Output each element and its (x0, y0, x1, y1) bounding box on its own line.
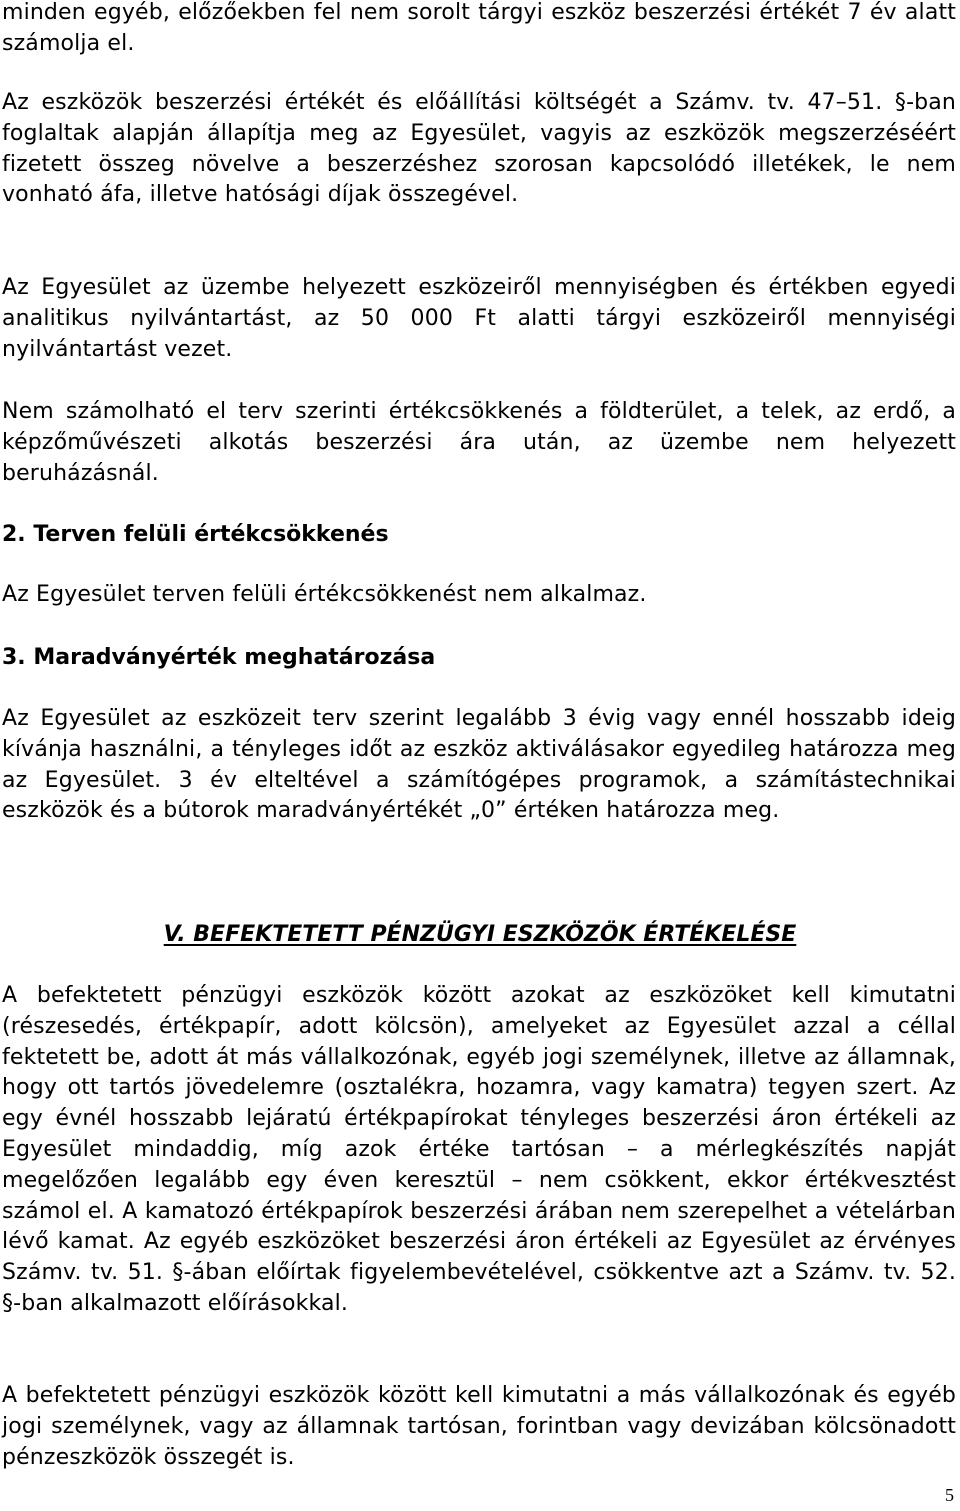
paragraph-no-depreciation: Nem számolható el terv szerinti értékcsökkenés a földterület, a telek, az erdő, a képzőművészeti alkotás beszerzési ára után, az üzembe nem helyezett beruházásnál. (2, 399, 956, 486)
heading-extraordinary-depreciation: 2. Terven felüli értékcsökkenés (2, 522, 389, 547)
paragraph-analytical-records: Az Egyesület az üzembe helyezett eszközeiről mennyiségben és értékben egyedi analitikus nyilvántartást, az 50 000 Ft alatti tárgyi eszközeiről mennyiségi nyilvántartást vezet. (2, 275, 956, 362)
page-number: 5 (945, 1485, 954, 1505)
paragraph-financial-assets-valuation: A befektetett pénzügyi eszközök között azokat az eszközöket kell kimutatni (részesedés, értékpapír, adott kölcsön), amelyeket az Egyesület azzal a céllal fektetett be, adott át más vállalkozónak, egyéb jogi személynek, illetve az államnak, hogy ott tartós jövedelemre (osztalékra, hozamra, vagy kamatra) tegyen szert. Az egy évnél hosszabb lejáratú értékpapírokat tényleges beszerzési áron értékeli az Egyesület mindaddig, míg azok értéke tartósan – a mérlegkészítés napját megelőzően legalább egy éven keresztül – nem csökkent, ekkor értékvesztést számol el. A kamatozó értékpapírok beszerzési árában nem szerepelhet a vételárban lévő kamat. Az egyéb eszközöket beszerzési áron értékeli az Egyesület az érvényes Számv. tv. 51. §-ában előírtak figyelembevételével, csökkentve azt a Számv. tv. 52. §-ban alkalmazott előírásokkal. (2, 983, 956, 1316)
paragraph-loaned-funds: A befektetett pénzügyi eszközök között kell kimutatni a más vállalkozónak és egyéb jogi személynek, vagy az államnak tartósan, forintban vagy devizában kölcsönadott pénzeszközök összegét is. (2, 1383, 956, 1470)
paragraph-depreciation-other: minden egyéb, előzőekben fel nem sorolt tárgyi eszköz beszerzési értékét 7 év alatt számolja el. (2, 0, 956, 56)
paragraph-no-extraordinary-depreciation: Az Egyesület terven felüli értékcsökkenést nem alkalmaz. (2, 582, 647, 607)
paragraph-residual-value: Az Egyesület az eszközeit terv szerint legalább 3 évig vagy ennél hosszabb ideig kívánja használni, a tényleges időt az eszköz aktiválásakor egyedileg határozza meg az Egyesület. 3 év elteltével a számítógépes programok, a számítástechnikai eszközök és a bútorok maradványértékét „0” értéken határozza meg. (2, 706, 956, 824)
section-title-financial-assets (0, 920, 960, 950)
paragraph-acquisition-value: Az eszközök beszerzési értékét és előállítási költségét a Számv. tv. 47–51. §-ban foglaltak alapján állapítja meg az Egyesület, vagyis az eszközök megszerzéséért fizetett összeg növelve a beszerzéshez szorosan kapcsolódó illetékek, le nem vonható áfa, illetve hatósági díjak összegével. (2, 90, 956, 208)
heading-residual-value: 3. Maradványérték meghatározása (2, 645, 436, 670)
section-title-text: V. BEFEKTETETT PÉNZÜGYI ESZKÖZÖK ÉRTÉKELÉSE (163, 922, 797, 947)
